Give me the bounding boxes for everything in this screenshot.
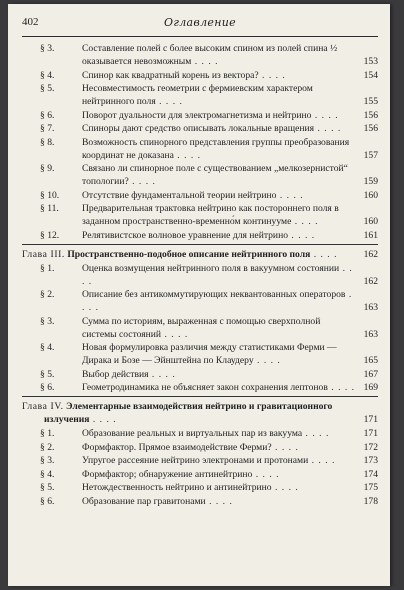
- toc-entry[interactable]: [22, 481, 378, 494]
- toc-entry[interactable]: [22, 468, 378, 481]
- toc-entry[interactable]: [22, 69, 378, 82]
- page-number: 402: [22, 16, 39, 28]
- leader-dots: . . . .: [82, 262, 353, 287]
- entry-title: Предварительная трактовка нейтрино как постороннего поля в заданном пространственно-временно́м континууме: [82, 203, 339, 227]
- toc-entry[interactable]: [22, 454, 378, 467]
- leader-dots: . . . .: [271, 441, 299, 453]
- section-number: § 6.: [40, 382, 55, 393]
- section-number: § 9.: [40, 163, 55, 174]
- entry-title: Сумма по историям, выраженная с помощью сверхполной системы состояний: [82, 315, 321, 340]
- section-number: § 12.: [40, 229, 60, 241]
- entry-title: Несовместимость геометрии с фермиевским характером нейтринного поля: [82, 83, 313, 107]
- entry-title: Нетождественность нейтрино и антинейтрино: [82, 482, 272, 493]
- entry-page-number: 171: [363, 414, 378, 425]
- entry-page-number: 165: [363, 355, 378, 366]
- toc-entry[interactable]: [22, 341, 378, 367]
- entry-page-number: 160: [363, 189, 378, 201]
- toc-entry[interactable]: [22, 229, 378, 242]
- toc-entry[interactable]: [22, 122, 378, 135]
- leader-dots: . . . .: [302, 428, 330, 439]
- entry-page-number: 175: [363, 482, 378, 493]
- entry-page-number: 161: [363, 229, 378, 241]
- toc-entry[interactable]: [22, 262, 378, 288]
- toc-entry[interactable]: [22, 315, 378, 341]
- section-number: § 7.: [40, 123, 55, 134]
- entry-title: Поворот дуальности для электромагнетизма и нейтрино: [82, 109, 312, 121]
- entry-page-number: 169: [363, 382, 378, 393]
- entry-page-number: 172: [363, 441, 378, 453]
- chapter-divider: [22, 396, 378, 397]
- section-number: § 1.: [40, 428, 55, 439]
- entry-title: Спинор как квадратный корень из вектора?: [82, 69, 259, 81]
- entry-page-number: 162: [363, 275, 378, 287]
- chapter-title: Пространственно-подобное описание нейтринного поля: [67, 248, 311, 260]
- toc-entry[interactable]: [22, 288, 378, 314]
- leader-dots: . . . .: [148, 368, 176, 380]
- leader-dots: . . . .: [173, 149, 202, 161]
- toc-chapter[interactable]: [22, 400, 378, 426]
- entry-page-number: 174: [363, 468, 378, 480]
- toc-entry[interactable]: [22, 368, 378, 381]
- running-title: Оглавление: [164, 16, 236, 29]
- leader-dots: . . . .: [314, 123, 342, 134]
- entry-page-number: 163: [363, 302, 378, 313]
- table-of-contents: [22, 42, 378, 508]
- section-number: § 6.: [40, 495, 55, 507]
- toc-entry[interactable]: [22, 136, 378, 162]
- leader-dots: . . . .: [276, 189, 304, 201]
- toc-entry[interactable]: [22, 381, 378, 394]
- entry-page-number: 156: [363, 109, 378, 121]
- entry-page-number: 155: [363, 96, 378, 107]
- entry-title: Релятивистское волновое уравнение для нейтрино: [82, 229, 288, 241]
- entry-page-number: 153: [363, 56, 378, 67]
- entry-title: Возможность спинорного представления группы преобразования координат не доказана: [82, 136, 350, 161]
- leader-dots: . . . .: [205, 495, 233, 507]
- entry-page-number: 178: [363, 495, 378, 507]
- section-number: § 5.: [40, 368, 55, 380]
- leader-dots: . . . .: [89, 414, 117, 425]
- section-number: § 3.: [40, 315, 55, 327]
- leader-dots: . . . .: [310, 248, 338, 260]
- section-number: § 2.: [40, 441, 55, 453]
- leader-dots: . . . .: [327, 382, 356, 393]
- entry-page-number: 156: [363, 123, 378, 134]
- entry-page-number: 171: [363, 428, 378, 439]
- chapter-label: Глава III.: [22, 248, 65, 260]
- leader-dots: . . . .: [258, 69, 286, 81]
- section-number: § 5.: [40, 482, 55, 493]
- leader-dots: . . . .: [252, 468, 280, 480]
- book-page: [8, 4, 390, 586]
- section-number: § 10.: [40, 189, 60, 201]
- toc-entry[interactable]: [22, 202, 378, 228]
- entry-page-number: 163: [363, 328, 378, 340]
- entry-title: Геометродинамика не объясняет закон сохранения лептонов: [82, 382, 328, 393]
- leader-dots: . . . .: [155, 96, 183, 107]
- toc-entry[interactable]: [22, 162, 378, 188]
- toc-entry[interactable]: [22, 109, 378, 122]
- entry-title: Оценка возмущения нейтринного поля в вакуумном состоянии: [82, 262, 340, 274]
- entry-title: Описание без антикоммутирующих неквантованных операторов: [82, 289, 346, 300]
- entry-title: Формфактор; обнаружение антинейтрино: [82, 468, 253, 480]
- entry-page-number: 167: [363, 368, 378, 380]
- entry-title: Связано ли спинорное поле с существованием „мелкозернистой“ топологии?: [82, 163, 348, 187]
- toc-entry[interactable]: [22, 42, 378, 68]
- section-number: § 4.: [40, 468, 55, 480]
- section-number: § 4.: [40, 69, 55, 81]
- chapter-divider: [22, 244, 378, 245]
- leader-dots: . . . .: [191, 56, 219, 67]
- toc-entry[interactable]: [22, 441, 378, 454]
- leader-dots: . . . .: [308, 455, 336, 466]
- toc-entry[interactable]: [22, 82, 378, 108]
- leader-dots: . . . .: [288, 229, 316, 241]
- section-number: § 5.: [40, 83, 55, 94]
- entry-page-number: 160: [363, 216, 378, 227]
- entry-page-number: 159: [363, 176, 378, 187]
- entry-title: Упругое рассеяние нейтрино электронами и протонами: [82, 455, 309, 466]
- entry-title: Выбор действия: [82, 368, 149, 380]
- leader-dots: . . . .: [271, 482, 299, 493]
- section-number: § 2.: [40, 289, 55, 300]
- entry-title: Образование пар гравитонами: [82, 495, 206, 507]
- entry-title: Формфактор. Прямое взаимодействие Ферми?: [82, 441, 272, 453]
- running-header: [22, 16, 378, 37]
- toc-chapter[interactable]: [22, 248, 378, 261]
- leader-dots: . . . .: [161, 328, 189, 340]
- entry-page-number: 173: [363, 455, 378, 466]
- section-number: § 11.: [40, 203, 59, 214]
- chapter-label: Глава IV.: [22, 401, 64, 412]
- entry-title: Спиноры дают средство описывать локальные вращения: [82, 123, 315, 134]
- entry-page-number: 154: [363, 69, 378, 81]
- entry-page-number: 157: [363, 149, 378, 161]
- toc-entry[interactable]: [22, 427, 378, 440]
- section-number: § 4.: [40, 342, 55, 353]
- leader-dots: . . . .: [311, 109, 339, 121]
- chapter-title: Элементарные взаимодействия нейтрино и гравитационного излучения: [44, 401, 333, 425]
- section-number: § 6.: [40, 109, 55, 121]
- toc-entry[interactable]: [22, 189, 378, 202]
- section-number: § 3.: [40, 455, 55, 466]
- leader-dots: . . . .: [253, 355, 281, 366]
- entry-title: Составление полей с более высоким спином из полей спина ½ оказывается невозможным: [82, 43, 338, 67]
- entry-title: Отсутствие фундаментальной теории нейтрино: [82, 189, 277, 201]
- leader-dots: . . . .: [291, 216, 319, 227]
- leader-dots: . . . .: [82, 289, 353, 313]
- entry-title: Образование реальных и виртуальных пар из вакуума: [82, 428, 303, 439]
- toc-entry[interactable]: [22, 495, 378, 508]
- entry-title: Новая формулировка различия между статистиками Ферми — Дирака и Бозе — Эйнштейна по Клаудеру: [82, 342, 337, 366]
- entry-page-number: 162: [363, 248, 378, 260]
- section-number: § 1.: [40, 262, 55, 274]
- leader-dots: . . . .: [128, 176, 156, 187]
- section-number: § 8.: [40, 136, 55, 148]
- section-number: § 3.: [40, 43, 55, 54]
